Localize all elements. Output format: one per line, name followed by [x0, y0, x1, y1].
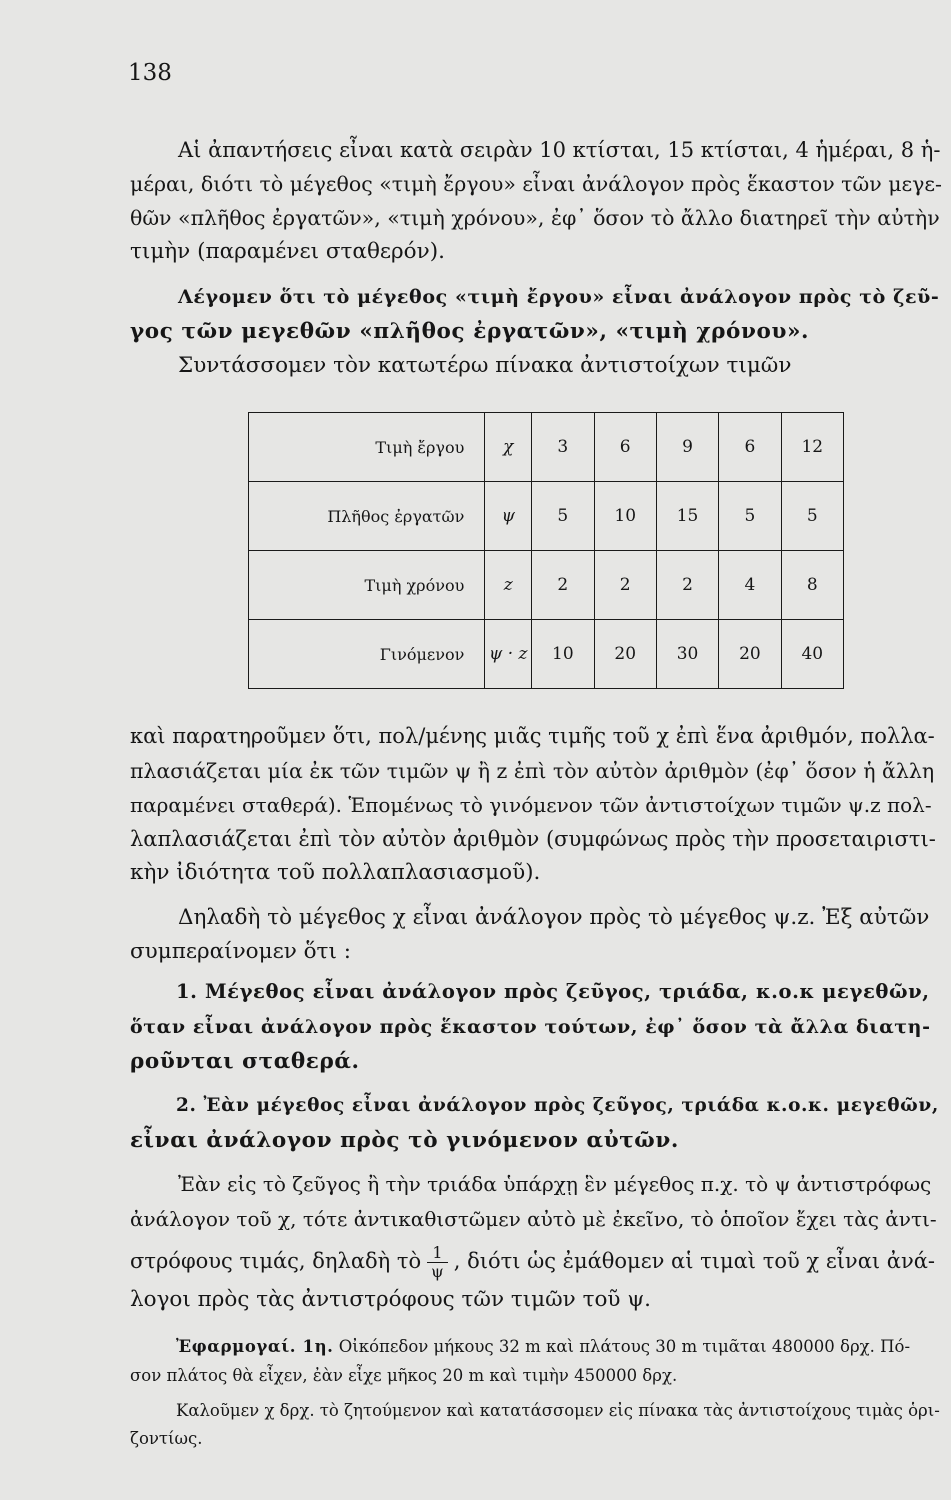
table-row: [249, 482, 844, 551]
definition-line-2: γος τῶν μεγεθῶν «πλῆθος ἐργατῶν», «τιμὴ χρόνου».: [130, 319, 810, 344]
table-cell: 2: [594, 551, 656, 620]
paragraph-1-line-4: τιμὴν (παραμένει σταθερόν).: [130, 239, 445, 264]
rule-2-line-2: εἶναι ἀνάλογον πρὸς τὸ γινόμενον αὐτῶν.: [130, 1128, 679, 1153]
row-label: Πλῆθος ἐργατῶν: [249, 482, 485, 551]
table-cell: 5: [719, 482, 781, 551]
application-line-3: Καλοῦμεν χ δρχ. τὸ ζητούμενον καὶ κατατάσσομεν εἰς πίνακα τὰς ἀντιστοίχους τιμὰς ὁρι-: [176, 1401, 940, 1420]
paragraph-4-line-4: λογοι πρὸς τὰς ἀντιστρόφους τῶν τιμῶν τοῦ ψ.: [130, 1287, 652, 1312]
application-title: Ἐφαρμογαί. 1η.: [176, 1337, 334, 1356]
table-cell: 5: [781, 482, 843, 551]
table-cell: 40: [781, 620, 843, 689]
row-symbol: χ: [485, 413, 532, 482]
paragraph-2-line-2: πλασιάζεται μία ἐκ τῶν τιμῶν ψ ἢ z ἐπὶ τὸν αὐτὸν ἀριθμὸν (ἐφ᾽ ὅσον ἡ ἄλλη: [130, 759, 935, 783]
row-label: Τιμὴ χρόνου: [249, 551, 485, 620]
paragraph-3-line-2: συμπεραίνομεν ὅτι :: [130, 939, 351, 964]
table-cell: 6: [719, 413, 781, 482]
paragraph-3-line-1: Δηλαδὴ τὸ μέγεθος χ εἶναι ἀνάλογον πρὸς τὸ μέγεθος ψ.z. Ἐξ αὐτῶν: [178, 905, 930, 930]
paragraph-2-line-1: καὶ παρατηροῦμεν ὅτι, πολ/μένης μιᾶς τιμῆς τοῦ χ ἐπὶ ἕνα ἀριθμόν, πολλα-: [130, 724, 935, 748]
paragraph-4-line-1: Ἐὰν εἰς τὸ ζεῦγος ἢ τὴν τριάδα ὑπάρχῃ ἓν μέγεθος π.χ. τὸ ψ ἀντιστρόφως: [178, 1172, 932, 1196]
table-cell: 20: [719, 620, 781, 689]
values-table: [248, 412, 844, 689]
table-intro: Συντάσσομεν τὸν κατωτέρω πίνακα ἀντιστοίχων τιμῶν: [178, 353, 792, 378]
table-cell: 30: [656, 620, 718, 689]
fraction-one-over-psi: [427, 1244, 448, 1281]
table-row: [249, 620, 844, 689]
application-line-1: [176, 1333, 910, 1361]
rule-1-line-3: ροῦνται σταθερά.: [130, 1049, 360, 1074]
table-cell: 9: [656, 413, 718, 482]
table-cell: 2: [656, 551, 718, 620]
row-symbol: ψ: [485, 482, 532, 551]
paragraph-4-line-3: [130, 1244, 935, 1281]
table-cell: 8: [781, 551, 843, 620]
paragraph-4-line-3-end: , διότι ὡς ἐμάθομεν αἱ τιμαὶ τοῦ χ εἶναι ἀνά-: [453, 1249, 936, 1273]
paragraph-4-line-2: ἀνάλογον τοῦ χ, τότε ἀντικαθιστῶμεν αὐτὸ μὲ ἐκεῖνο, τὸ ὁποῖον ἔχει τὰς ἀντι-: [130, 1207, 937, 1231]
table-row: [249, 413, 844, 482]
paragraph-4-line-3-start: στρόφους τιμάς, δηλαδὴ τὸ: [130, 1249, 422, 1273]
definition-line-1: Λέγομεν ὅτι τὸ μέγεθος «τιμὴ ἔργου» εἶναι ἀνάλογον πρὸς τὸ ζεῦ-: [178, 286, 940, 308]
table-row: [249, 551, 844, 620]
row-symbol: ψ · z: [485, 620, 532, 689]
application-line-4: ζοντίως.: [130, 1429, 203, 1448]
table-cell: 3: [532, 413, 594, 482]
page-number: 138: [128, 60, 172, 86]
table-cell: 5: [532, 482, 594, 551]
rule-2-line-1: 2. Ἐὰν μέγεθος εἶναι ἀνάλογον πρὸς ζεῦγος, τριάδα κ.ο.κ. μεγεθῶν,: [176, 1095, 939, 1116]
table-cell: 2: [532, 551, 594, 620]
table-cell: 15: [656, 482, 718, 551]
rule-1-line-2: ὅταν εἶναι ἀνάλογον πρὸς ἕκαστον τούτων, ἐφ᾽ ὅσον τὰ ἄλλα διατη-: [130, 1016, 931, 1038]
table-cell: 10: [594, 482, 656, 551]
table-cell: 4: [719, 551, 781, 620]
table-cell: 12: [781, 413, 843, 482]
paragraph-1-line-2: μέραι, διότι τὸ μέγεθος «τιμὴ ἔργου» εἶναι ἀνάλογον πρὸς ἕκαστον τῶν μεγε-: [130, 172, 942, 196]
paragraph-1-line-3: θῶν «πλῆθος ἐργατῶν», «τιμὴ χρόνου», ἐφ᾽ ὅσον τὸ ἄλλο διατηρεῖ τὴν αὐτὴν: [130, 206, 940, 230]
table-cell: 20: [594, 620, 656, 689]
row-symbol: z: [485, 551, 532, 620]
rule-1-line-1: 1. Μέγεθος εἶναι ἀνάλογον πρὸς ζεῦγος, τριάδα, κ.ο.κ μεγεθῶν,: [176, 980, 930, 1003]
table-cell: 6: [594, 413, 656, 482]
paragraph-1-line-1: Αἱ ἀπαντήσεις εἶναι κατὰ σειρὰν 10 κτίσται, 15 κτίσται, 4 ἡμέραι, 8 ἡ-: [178, 138, 941, 162]
paragraph-2-line-5: κὴν ἰδιότητα τοῦ πολλαπλασιασμοῦ).: [130, 860, 541, 885]
fraction-denominator: ψ: [431, 1262, 444, 1281]
table-cell: 10: [532, 620, 594, 689]
fraction-numerator: 1: [427, 1244, 448, 1263]
paragraph-2-line-3: παραμένει σταθερά). Ἑπομένως τὸ γινόμενον τῶν ἀντιστοίχων τιμῶν ψ.z πολ-: [130, 793, 932, 817]
application-text: Οἰκόπεδον μήκους 32 m καὶ πλάτους 30 m τιμᾶται 480000 δρχ. Πό-: [338, 1337, 911, 1356]
application-line-2: σον πλάτος θὰ εἶχεν, ἐὰν εἶχε μῆκος 20 m καὶ τιμὴν 450000 δρχ.: [130, 1366, 678, 1385]
row-label: Τιμὴ ἔργου: [249, 413, 485, 482]
row-label: Γινόμενον: [249, 620, 485, 689]
paragraph-2-line-4: λαπλασιάζεται ἐπὶ τὸν αὐτὸν ἀριθμὸν (συμφώνως πρὸς τὴν προσεταιριστι-: [130, 827, 936, 851]
